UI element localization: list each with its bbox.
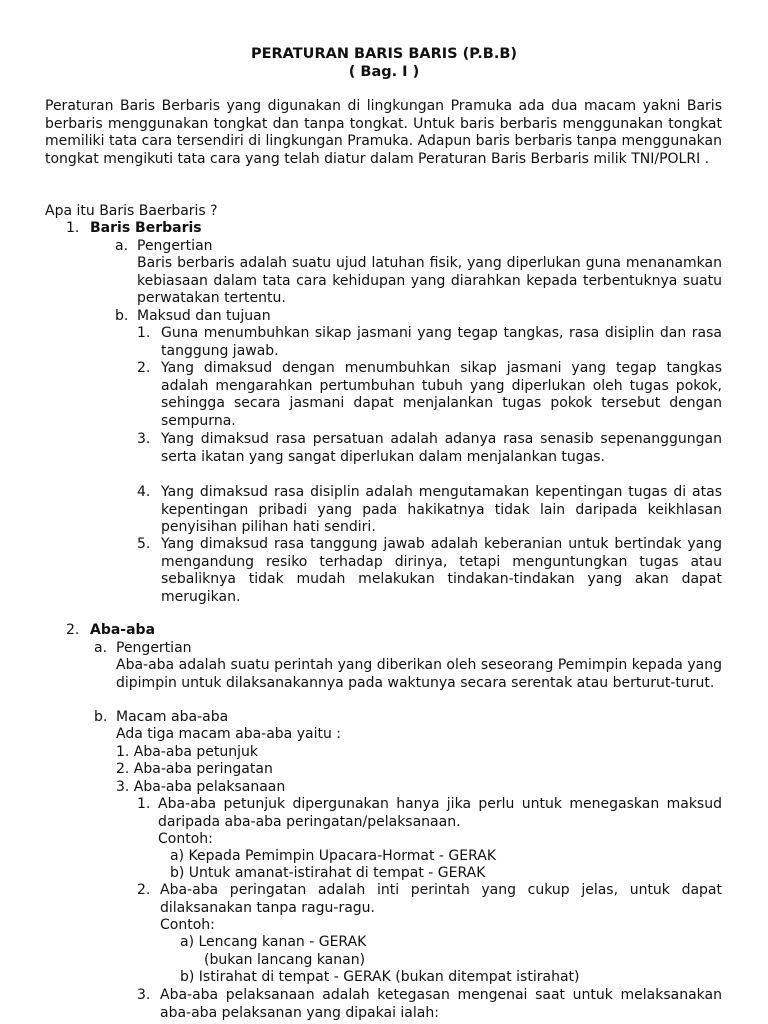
section1-heading: Baris Berbaris <box>90 220 202 236</box>
example-label: Contoh: <box>160 917 215 933</box>
section2-heading: Aba-aba <box>90 622 156 638</box>
section2-b-intro: Ada tiga macam aba-aba yaitu : <box>116 726 341 742</box>
section1-b-label: b. <box>115 308 129 324</box>
aba-type-item: 2. Aba-aba peringatan <box>116 761 273 777</box>
example-item: a) Lencang kanan - GERAK <box>180 934 367 950</box>
list-item-number: 1. <box>137 325 151 341</box>
aba-type-item: 3. Aba-aba pelaksanaan <box>116 779 286 795</box>
question-line: Apa itu Baris Baerbaris ? <box>45 203 218 219</box>
aba-type-item: 1. Aba-aba petunjuk <box>116 744 259 760</box>
intro-paragraph: Peraturan Baris Berbaris yang digunakan di lingkungan Pramuka ada dua macam yakni Baris berbaris menggunakan tongkat dan tanpa tongkat. Untuk baris berbaris menggunakan tongkat memiliki tata cara tersendiri di lingkungan Pramuka. Adapun baris berbaris tanpa menggunakan tongkat mengikuti tata cara yang telah diatur dalam Peraturan Baris Berbaris milik TNI/POLRI . <box>45 98 722 167</box>
section1-a-text: Baris berbaris adalah suatu ujud latuhan fisik, yang diperlukan guna menanamkan kebiasaan dalam tata cara kehidupan yang diarahkan kepada terbentuknya suatu perwatakan tertentu. <box>137 255 722 307</box>
list-item: Yang dimaksud rasa disiplin adalah mengutamakan kepentingan tugas di atas kepentingan pribadi yang pada hakikatnya tidak lain daripada keikhlasan penyisihan pilihan hati sendiri. <box>161 484 722 536</box>
detail-number: 1. <box>137 796 151 812</box>
list-item: Yang dimaksud rasa tanggung jawab adalah keberanian untuk bertindak yang mengandung resiko terhadap dirinya, tetapi menguntungkan tugas atau sebaliknya tidak mudah melakukan tindakan-tindakan yang akan dapat merugikan. <box>161 536 722 605</box>
example-note: (bukan lancang kanan) <box>204 952 366 968</box>
section2-a-text: Aba-aba adalah suatu perintah yang diberikan oleh seseorang Pemimpin kepada yang dipimpin untuk dilaksanakannya pada waktunya secara serentak atau berturut-turut. <box>116 657 722 691</box>
section2-a-title: Pengertian <box>116 640 192 656</box>
list-item-number: 5. <box>137 536 151 552</box>
detail-text: Aba-aba petunjuk dipergunakan hanya jika perlu untuk menegaskan maksud daripada aba-aba peringatan/pelaksanaan. <box>158 796 722 830</box>
list-item: Guna menumbuhkan sikap jasmani yang tegap tangkas, rasa disiplin dan rasa tanggung jawab. <box>161 325 722 359</box>
section2-b-title: Macam aba-aba <box>116 709 229 725</box>
example-item: a) Kepada Pemimpin Upacara-Hormat - GERAK <box>170 848 497 864</box>
example-item: b) Untuk amanat-istirahat di tempat - GERAK <box>170 865 486 881</box>
section2-number: 2. <box>66 622 80 638</box>
detail-text: Aba-aba peringatan adalah inti perintah yang cukup jelas, untuk dapat dilaksanakan tanpa ragu-ragu. <box>160 882 722 916</box>
example-item: b) Istirahat di tempat - GERAK (bukan ditempat istirahat) <box>180 969 580 985</box>
section1-number: 1. <box>66 220 80 236</box>
example-label: Contoh: <box>158 831 213 847</box>
list-item-number: 2. <box>137 360 151 376</box>
list-item-number: 4. <box>137 484 151 500</box>
detail-text: Aba-aba pelaksanaan adalah ketegasan mengenai saat untuk melaksanakan aba-aba pelaksanan yang dipakai ialah: <box>160 987 722 1021</box>
document-subtitle: ( Bag. I ) <box>348 64 420 80</box>
list-item-number: 3. <box>137 431 151 447</box>
list-item: Yang dimaksud rasa persatuan adalah adanya rasa senasib sepenanggungan serta ikatan yang sangat diperlukan dalam menjalankan tugas. <box>161 431 722 465</box>
section2-b-label: b. <box>94 709 108 725</box>
section1-b-title: Maksud dan tujuan <box>137 308 271 324</box>
detail-number: 2. <box>137 882 151 898</box>
list-item: Yang dimaksud dengan menumbuhkan sikap jasmani yang tegap tangkas adalah mengarahkan pertumbuhan tubuh yang diperlukan oleh tugas pokok, sehingga secara jasmani dapat menjalankan tugas pokok tersebut dengan sempurna. <box>161 360 722 429</box>
section1-a-label: a. <box>115 238 129 254</box>
detail-number: 3. <box>137 987 151 1003</box>
document-title: PERATURAN BARIS BARIS (P.B.B) <box>250 46 518 62</box>
section1-a-title: Pengertian <box>137 238 213 254</box>
section2-a-label: a. <box>94 640 108 656</box>
